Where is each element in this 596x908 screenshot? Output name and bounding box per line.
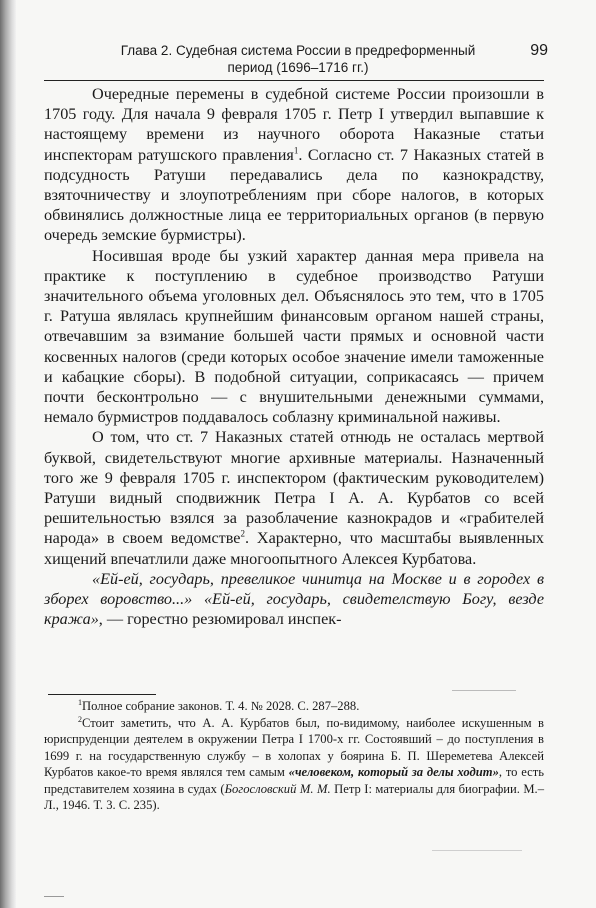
paragraph-1-text: Очередные перемены в судебной системе России произошли в 1705 году. Для начала 9 февраля 1705 г. Петр I утвердил выпавшие к настоящему времени из научного оборота Наказные статьи инспекторам ратушского правления	[44, 85, 544, 164]
paragraph-2: Носившая вроде бы узкий характер данная мера привела на практике к поступлению в судебное производство Ратуши значительного объема уголовных дел. Объяснялось это тем, что в 1705 г. Ратуша являлась крупнейшим финансовым органом нашей страны, отвечавшим за взимание большей части прямых и основной части косвенных налогов (среди которых особое значение имели таможенные и кабацкие сборы). В подобной ситуации, соприкасаясь — причем почти бесконтрольно — с внушительными денежными суммами, немало бурмистров поддавалось соблазну криминальной наживы.	[44, 246, 544, 427]
footnote-1-text: Полное собрание законов. Т. 4. № 2028. С. 287–288.	[82, 699, 360, 713]
footnote-2-author: Богословский М. М.	[224, 781, 331, 796]
scan-speck	[432, 850, 522, 851]
paragraph-3-text: О том, что ст. 7 Наказных статей отнюдь не осталась мертвой буквой, свидетельствуют многие архивные материалы. Назначенный того же 9 февраля 1705 г. инспектором (фактическим руководителем) Ратуши видный сподвижник Петра I А. А. Курбатов со всей решительностью взялся за разоблачение казнокрадов и «грабителей народа» в своем ведомстве	[44, 428, 544, 548]
book-spine-shadow	[0, 0, 16, 908]
footnote-rule	[48, 694, 156, 695]
scan-speck	[452, 690, 516, 691]
running-header	[118, 40, 548, 80]
paragraph-1	[44, 84, 544, 246]
footnote-1	[44, 698, 544, 715]
kurbatov-quote: «Ей-ей, государь, превеликое чинитца на Москве и в городех в зборех воровство...» «Ей-ей, государь, свидетелствую Богу, везде кража»	[44, 569, 544, 629]
paragraph-4	[44, 569, 544, 630]
footnote-2-quote: «человеком, который за делы ходит»	[288, 765, 499, 779]
footnote-2-text: Стоит заметить, что А. А. Курбатов был, по-видимому, наиболее искушенным в юриспруденции деятелем в окружении Петра I 1700-х гг. Состоявший – до поступления в 1699 г. на государственную службу – в холопах у боярина Б. П. Шереметева Алексей Курбатов какое-то время являлся тем самым	[44, 715, 544, 779]
paragraph-3-tail: . Характерно, что масштабы выявленных хищений впечатлили даже многоопытного Алексея Курбатова.	[44, 529, 544, 568]
paragraph-1-tail: . Согласно ст. 7 Наказных статей в подсудность Ратуши передавались дела по казнокрадству, взяточничеству и злоупотреблениям при сборе налогов, в которых обвинялись должностные лица ее территориальных органов (в первую очередь земские бурмистры).	[44, 145, 544, 245]
footnote-2-mid: , то есть представителем хозяина в судах (	[44, 765, 545, 796]
paragraph-4-tail: , — горестно резюмировал инспек-	[98, 610, 342, 629]
footnote-2-end: Петр I: материалы для биографии. М.–Л., 1946. Т. 3. С. 235).	[44, 781, 545, 812]
paragraph-3	[44, 427, 544, 568]
main-text	[44, 84, 544, 629]
header-rule	[44, 80, 544, 81]
footnote-1-number: 1	[78, 697, 82, 707]
chapter-title-line1: Глава 2. Судебная система России в предреформенный	[120, 43, 476, 58]
footnote-2	[44, 715, 544, 814]
page-corner-mark	[44, 896, 64, 907]
chapter-title-line2: период (1696–1716 гг.)	[227, 60, 369, 75]
footnote-ref-2: 2	[240, 529, 245, 540]
page-number: 99	[530, 42, 548, 59]
footnotes	[44, 698, 544, 814]
chapter-title	[118, 42, 478, 76]
footnote-2-number: 2	[78, 714, 82, 724]
footnote-ref-1: 1	[293, 145, 299, 156]
